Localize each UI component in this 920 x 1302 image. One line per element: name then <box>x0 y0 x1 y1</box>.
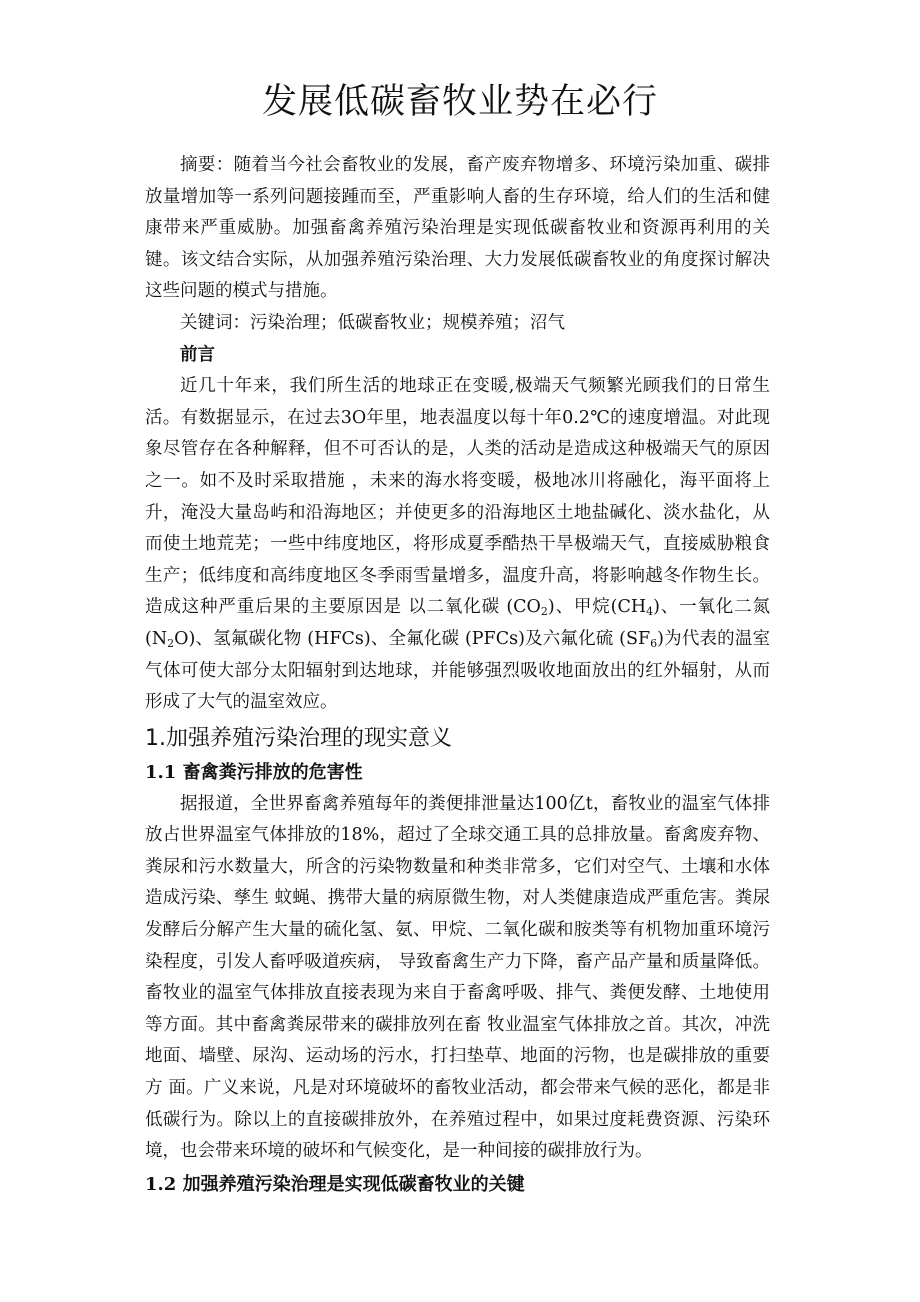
preface-text: O)、氢氟碳化物 (HFCs)、全氟化碳 (PFCs)及六氟化硫 (SF <box>174 628 651 649</box>
preface-text: 近几十年来，我们所生活的地球正在变暖,极端天气频繁光顾我们的日常生活。有数据显示，在过去3O年里，地表温度以每十年0.2℃的速度增温。对此现象尽管存在各种解释，但不可否认的是，人类的活动是造成这种极端天气的原因之一。如不及时采取措施 ，未来的海水将变暖，极地冰川将融化，海平面将上升，淹没大量岛屿和沿海地区；并使更多的沿海地区土地盐碱化、淡水盐化，从而使土地荒芜；一些中纬度地区，将形成夏季酷热干旱极端天气，直接威胁粮食生产；低纬度和高纬度地区冬季雨雪量增多，温度升高，将影响越冬作物生长。造成这种严重后果的主要原因是 以二氧化碳 (CO <box>145 376 770 618</box>
preface-text: )、甲烷(CH <box>547 597 647 618</box>
preface-paragraph <box>145 371 770 719</box>
subscript: 2 <box>540 605 548 619</box>
section-1-heading: 1.加强养殖污染治理的现实意义 <box>145 725 452 751</box>
section-1-1-heading: 1.1 畜禽粪污排放的危害性 <box>145 761 363 783</box>
subscript: 4 <box>646 605 654 619</box>
preface-text: )为代表的温室气体可使大部分太阳辐射到达地球，并能够强烈吸收地面放出的红外辐射，从而形成了大气的温室效应。 <box>145 628 771 713</box>
abstract-paragraph: 摘要：随着当今社会畜牧业的发展，畜产废弃物增多、环境污染加重、碳排放量增加等一系列问题接踵而至，严重影响人畜的生存环境，给人们的生活和健康带来严重威胁。加强畜禽养殖污染治理是实现低碳畜牧业和资源再利用的关键。该文结合实际，从加强养殖污染治理、大力发展低碳畜牧业的角度探讨解决这些问题的模式与措施。 <box>145 155 770 302</box>
keywords-paragraph: 关键词：污染治理；低碳畜牧业；规模养殖；沼气 <box>180 312 565 333</box>
subscript: 2 <box>167 636 175 650</box>
document-body <box>145 150 770 1201</box>
preface-heading: 前言 <box>180 344 215 365</box>
section-1-1-paragraph: 据报道，全世界畜禽养殖每年的粪便排泄量达100亿t，畜牧业的温室气体排放占世界温室气体排放的18%，超过了全球交通工具的总排放量。畜禽废弃物、粪尿和污水数量大，所含的污染物数量和种类非常多，它们对空气、土壤和水体造成污染、孳生 蚊蝇、携带大量的病原微生物，对人类健康造成严重危害。粪尿发酵后分解产生大量的硫化氢、氨、甲烷、二氧化碳和胺类等有机物加重环境污染程度，引发人畜呼吸道疾病， 导致畜禽生产力下降，畜产品产量和质量降低。畜牧业的温室气体排放直接表现为来自于畜禽呼吸、排气、粪便发酵、土地使用等方面。其中畜禽粪尿带来的碳排放列在畜 牧业温室气体排放之首。其次，冲洗地面、墙壁、尿沟、运动场的污水，打扫垫草、地面的污物，也是碳排放的重要方 面。广义来说，凡是对环境破坏的畜牧业活动，都会带来气候的恶化，都是非低碳行为。除以上的直接碳排放外，在养殖过程中，如果过度耗费资源、污染环境，也会带来环境的破坏和气候变化，是一种间接的碳排放行为。 <box>145 793 770 1162</box>
document-title: 发展低碳畜牧业势在必行 <box>261 82 658 122</box>
subscript: 6 <box>650 636 658 650</box>
preface-text: )、一氧化二氮 (N <box>145 597 770 649</box>
section-1-2-heading: 1.2 加强养殖污染治理是实现低碳畜牧业的关键 <box>145 1173 525 1195</box>
